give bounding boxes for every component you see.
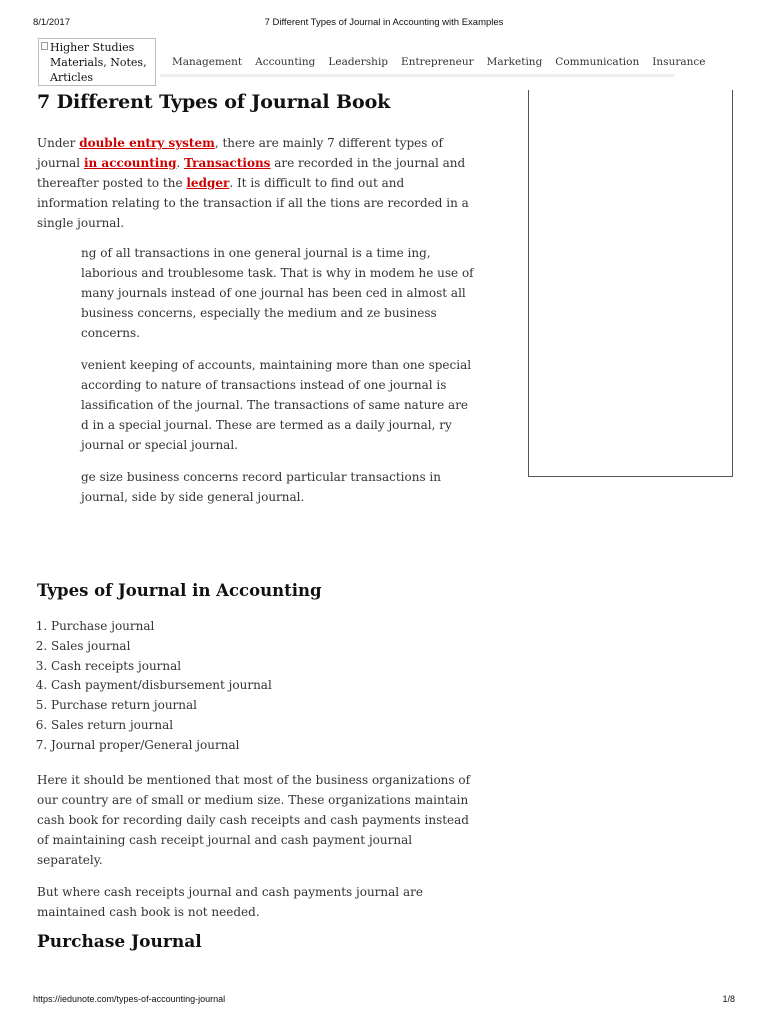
paragraph-2: ng of all transactions in one general journal is a time ing, laborious and troublesome task. That is why in modem he use of many journals instead of one journal has been ced in almost all business concerns, especially the medium and ze business concerns. (81, 246, 474, 340)
print-url: https://iedunote.com/types-of-accounting-journal (33, 994, 226, 1004)
print-date: 8/1/2017 (33, 17, 70, 28)
sidebar-ad-frame (528, 90, 733, 477)
list-item: 4. Cash payment/disbursement journal (51, 676, 477, 696)
link-double-entry-system[interactable]: double entry system (79, 136, 215, 150)
nav-item-communication[interactable]: Communication (555, 56, 640, 68)
print-header (0, 17, 768, 31)
link-in-accounting[interactable]: in accounting (83, 156, 177, 170)
paragraph-5: Here it should be mentioned that most of the business organizations of our country are of small or medium size. These organizations maintain cash book for recording daily cash receipts and cash payments instead of maintaining cash receipt journal and cash payment journal separately. (37, 772, 471, 867)
list-item: 3. Cash receipts journal (51, 657, 477, 677)
site-logo[interactable] (38, 38, 156, 86)
list-item: 2. Sales journal (51, 637, 477, 657)
intro-text-4: are recorded in the journal and thereafter posted to the (37, 156, 466, 190)
nav-item-accounting[interactable]: Accounting (255, 56, 316, 68)
link-ledger[interactable]: ledger (186, 176, 230, 190)
list-item: 1. Purchase journal (51, 617, 477, 637)
print-footer (0, 994, 768, 1008)
broken-image-icon (41, 42, 48, 50)
nav-item-insurance[interactable]: Insurance (652, 56, 706, 68)
list-item: 5. Purchase return journal (51, 696, 477, 716)
paragraph-4: ge size business concerns record particular transactions in journal, side by side general journal. (81, 470, 441, 504)
link-transactions[interactable]: Transactions (184, 156, 271, 170)
article-content (37, 86, 477, 954)
main-nav (160, 45, 706, 77)
nav-item-entrepreneur[interactable]: Entrepreneur (401, 56, 474, 68)
paragraph-6: But where cash receipts journal and cash payments journal are maintained cash book is not needed. (37, 884, 423, 919)
nav-item-marketing[interactable]: Marketing (486, 56, 543, 68)
list-item: 7. Journal proper/General journal (51, 736, 477, 756)
paragraph-3: venient keeping of accounts, maintaining more than one special according to nature of transactions instead of one journal is lassification of the journal. The transactions of same nature are d in a special journal. These are termed as a daily journal, ry journal or special journal. (81, 358, 472, 452)
types-heading: Types of Journal in Accounting (37, 581, 322, 600)
intro-text-2: , there are mainly 7 different types of journal (37, 136, 443, 170)
intro-text-1: Under (37, 136, 80, 150)
intro-paragraph (37, 133, 477, 233)
logo-alt-text: Higher Studies Materials, Notes, Articles (50, 41, 147, 84)
purchase-journal-heading: Purchase Journal (37, 931, 202, 952)
intro-text-5: . It is difficult to find out and information relating to the transaction if all the tions are recorded in a single journal. (37, 176, 469, 230)
list-item: 6. Sales return journal (51, 716, 477, 736)
intro-text-3: . (176, 156, 185, 170)
types-list (37, 617, 477, 756)
print-page-number: 1/8 (722, 994, 735, 1004)
nav-item-management[interactable]: Management (172, 56, 243, 68)
nav-item-leadership[interactable]: Leadership (328, 56, 389, 68)
print-document-title: 7 Different Types of Journal in Accounting with Examples (264, 17, 504, 28)
article-title: 7 Different Types of Journal Book (37, 91, 391, 113)
